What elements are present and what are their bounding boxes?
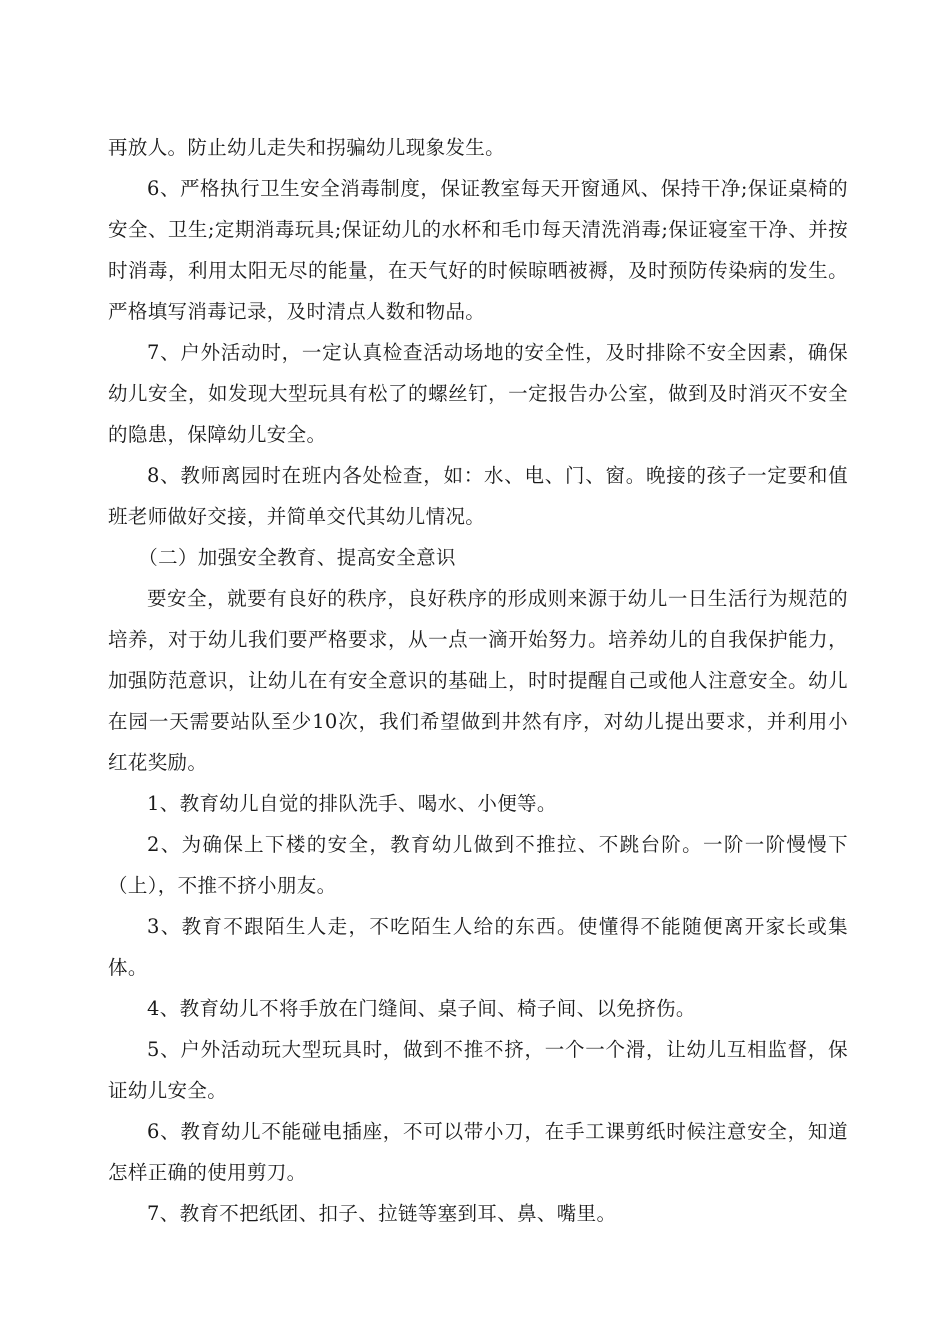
- paragraph-edu-item-2: 2、为确保上下楼的安全，教育幼儿做到不推拉、不跳台阶。一阶一阶慢慢下（上），不推不挤小朋友。: [108, 833, 848, 897]
- document-body: [108, 127, 848, 1234]
- paragraph-edu-item-1: 1、教育幼儿自觉的排队洗手、喝水、小便等。: [147, 792, 557, 815]
- paragraph-edu-item-6: 6、教育幼儿不能碰电插座，不可以带小刀，在手工课剪纸时候注意安全，知道怎样正确的使用剪刀。: [108, 1120, 848, 1184]
- paragraph-safety-order: 要安全，就要有良好的秩序，良好秩序的形成则来源于幼儿一日生活行为规范的培养，对于幼儿我们要严格要求，从一点一滴开始努力。培养幼儿的自我保护能力，加强防范意识，让幼儿在有安全意识的基础上，时时提醒自己或他人注意安全。幼儿在园一天需要站队至少10次，我们希望做到井然有序，对幼儿提出要求，并利用小红花奖励。: [108, 587, 848, 774]
- paragraph-item-6-disinfection: 6、严格执行卫生安全消毒制度，保证教室每天开窗通风、保持干净;保证桌椅的安全、卫生;定期消毒玩具;保证幼儿的水杯和毛巾每天清洗消毒;保证寝室干净、并按时消毒，利用太阳无尽的能量，在天气好的时候晾晒被褥，及时预防传染病的发生。严格填写消毒记录，及时清点人数和物品。: [108, 177, 848, 323]
- paragraph-item-7-outdoor-check: 7、户外活动时，一定认真检查活动场地的安全性，及时排除不安全因素，确保幼儿安全，如发现大型玩具有松了的螺丝钉，一定报告办公室，做到及时消灭不安全的隐患，保障幼儿安全。: [108, 341, 848, 446]
- paragraph-edu-item-7: 7、教育不把纸团、扣子、拉链等塞到耳、鼻、嘴里。: [147, 1202, 617, 1225]
- paragraph-continuation: 再放人。防止幼儿走失和拐骗幼儿现象发生。: [108, 136, 506, 159]
- section-heading-safety-education: （二）加强安全教育、提高安全意识: [138, 546, 456, 569]
- paragraph-edu-item-4: 4、教育幼儿不将手放在门缝间、桌子间、椅子间、以免挤伤。: [147, 997, 696, 1020]
- paragraph-edu-item-5: 5、户外活动玩大型玩具时，做到不推不挤，一个一个滑，让幼儿互相监督，保证幼儿安全。: [108, 1038, 848, 1102]
- paragraph-item-8-leaving-check: 8、教师离园时在班内各处检查，如：水、电、门、窗。晚接的孩子一定要和值班老师做好交接，并简单交代其幼儿情况。: [108, 464, 848, 528]
- paragraph-edu-item-3: 3、教育不跟陌生人走，不吃陌生人给的东西。使懂得不能随便离开家长或集体。: [108, 915, 848, 979]
